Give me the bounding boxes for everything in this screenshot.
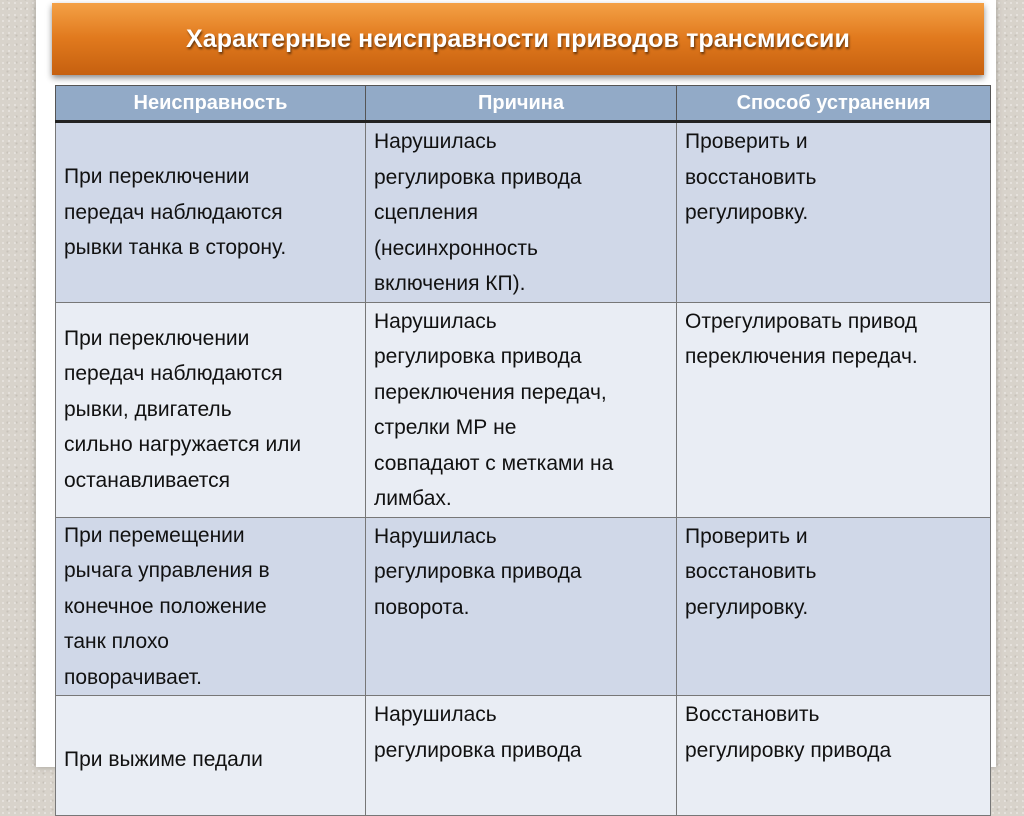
remedy-cell: [677, 122, 991, 303]
table-row: [56, 122, 991, 303]
fault-text: При выжиме педали: [64, 748, 263, 771]
cause-text: Нарушилась регулировка привода поворота.: [374, 524, 582, 619]
page-title: Характерные неисправности приводов трансмиссии: [185, 24, 850, 53]
fault-cell: [56, 517, 366, 696]
fault-cell: [56, 696, 366, 816]
column-header-cause: Причина: [366, 86, 677, 122]
cause-cell: [366, 696, 677, 816]
cause-cell: [366, 302, 677, 517]
remedy-text: Проверить и восстановить регулировку.: [685, 524, 817, 619]
table-row: [56, 517, 991, 696]
table-header-row: [56, 86, 991, 122]
fault-text: При переключении передач наблюдаются рывки танка в сторону.: [64, 165, 287, 259]
remedy-cell: [677, 696, 991, 816]
column-header-fault: Неисправность: [56, 86, 366, 122]
remedy-cell: [677, 302, 991, 517]
remedy-text: Восстановить регулировку привода: [685, 703, 892, 762]
faults-table: [55, 85, 991, 816]
remedy-cell: [677, 517, 991, 696]
fault-cell: [56, 122, 366, 303]
table-row: [56, 302, 991, 517]
cause-cell: [366, 122, 677, 303]
cause-text: Нарушилась регулировка привода переключения передач, стрелки МР не совпадают с метками на лимбах.: [374, 309, 614, 510]
remedy-text: Проверить и восстановить регулировку.: [685, 130, 817, 224]
column-header-remedy: Способ устранения: [677, 86, 991, 122]
cause-text: Нарушилась регулировка привода сцепления (несинхронность включения КП).: [374, 130, 582, 295]
cause-cell: [366, 517, 677, 696]
remedy-text: Отрегулировать привод переключения передач.: [685, 309, 918, 368]
fault-text: При переключении передач наблюдаются рывки, двигатель сильно нагружается или останавливается: [64, 326, 302, 492]
cause-text: Нарушилась регулировка привода: [374, 703, 582, 762]
title-banner: [52, 3, 984, 75]
fault-text: При перемещении рычага управления в конечное положение танк плохо поворачивает.: [64, 523, 270, 689]
fault-cell: [56, 302, 366, 517]
table-row: [56, 696, 991, 816]
